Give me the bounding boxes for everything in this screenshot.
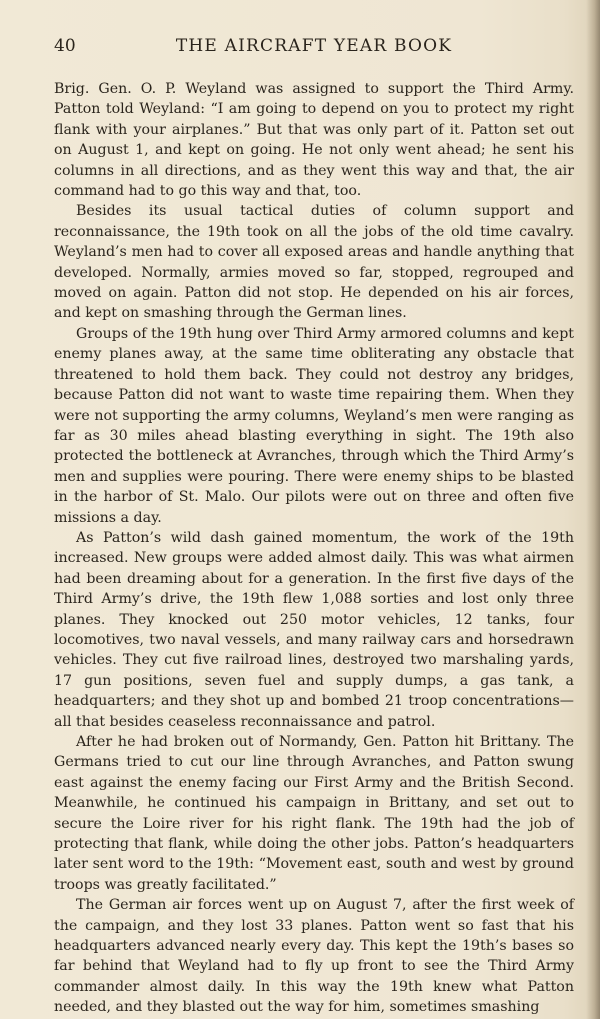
paragraph-4: As Patton’s wild dash gained momentum, the work of the 19th increased. New groups were added almost daily. This was what airmen had been dreaming about for a generation. In the first five days of the Third Army’s drive, the 19th flew 1,088 sorties and lost only three planes. They knocked out 250 motor vehicles, 12 tanks, four locomotives, two naval vessels, and many railway cars and horsedrawn vehicles. They cut five railroad lines, destroyed two marshaling yards, 17 gun positions, seven fuel and supply dumps, a gas tank, a headquarters; and they shot up and bombed 21 troop concentrations—all that besides ceaseless reconnaissance and patrol. xyxy=(54,529,574,730)
paragraph-3: Groups of the 19th hung over Third Army armored columns and kept enemy planes away, at the same time obliterating any obstacle that threatened to hold them back. They could not destroy any bridges, because Patton did not want to waste time repairing them. When they were not supporting the army columns, Weyland’s men were ranging as far as 30 miles ahead blasting everything in sight. The 19th also protected the bottleneck at Avranches, through which the Third Army’s men and supplies were pouring. There were enemy ships to be blasted in the harbor of St. Malo. Our pilots were out on three and often five missions a day. xyxy=(54,325,574,526)
body-text xyxy=(54,79,574,1018)
running-head xyxy=(54,36,574,62)
paragraph-6: The German air forces went up on August 7, after the first week of the campaign, and they lost 33 planes. Patton went so fast that his headquarters advanced nearly every day. This kept the 19th’s bases so far behind that Weyland had to fly up front to see the Third Army commander almost daily. In this way the 19th knew what Patton needed, and they blasted out the way for him, sometimes smashing xyxy=(54,897,574,1016)
paragraph-5: After he had broken out of Normandy, Gen. Patton hit Brittany. The Germans tried to cut our line through Avranches, and Patton swung east against the enemy facing our First Army and the British Second. Meanwhile, he continued his campaign in Brittany, and set out to secure the Loire river for his right flank. The 19th had the job of protecting that flank, while doing the other jobs. Patton’s headquarters later sent word to the 19th: “Movement east, south and west by ground troops was greatly facilitated.” xyxy=(54,734,574,893)
paragraph-2: Besides its usual tactical duties of column support and reconnaissance, the 19th took on all the jobs of the old time cavalry. Weyland’s men had to cover all exposed areas and handle anything that developed. Normally, armies moved so far, stopped, regrouped and moved on again. Patton did not stop. He depended on his air forces, and kept on smashing through the German lines. xyxy=(54,203,574,322)
page-gutter-shadow xyxy=(586,0,600,1019)
running-title: THE AIRCRAFT YEAR BOOK xyxy=(175,36,453,56)
page-number: 40 xyxy=(54,36,76,56)
paragraph-1: Brig. Gen. O. P. Weyland was assigned to support the Third Army. Patton told Weyland: “I am going to depend on you to protect my right flank with your airplanes.” But that was only part of it. Patton set out on August 1, and kept on going. He not only went ahead; he sent his columns in all directions, and as they went this way and that, the air command had to go this way and that, too. xyxy=(54,81,574,200)
